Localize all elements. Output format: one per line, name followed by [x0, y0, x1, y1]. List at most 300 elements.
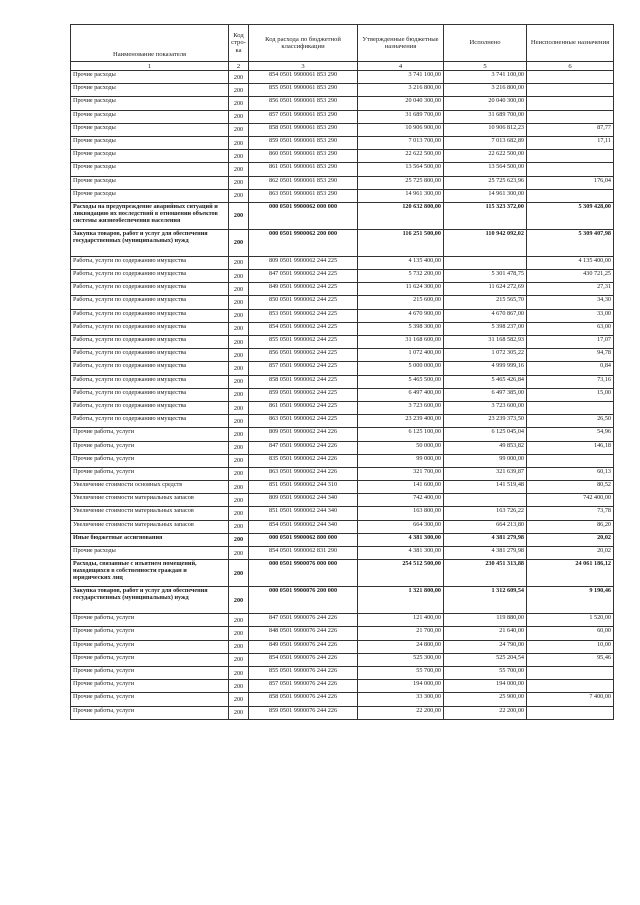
row-approved-amount: 116 251 500,00 — [358, 229, 444, 256]
row-indicator-name: Работы, услуги по содержанию имущества — [71, 362, 229, 375]
table-row — [71, 229, 614, 256]
row-expense-code: 859 0501 9900061 853 290 — [249, 136, 358, 149]
table-row — [71, 322, 614, 335]
row-expense-code: 861 0501 9900062 244 225 — [249, 401, 358, 414]
table-row — [71, 680, 614, 693]
row-executed-amount: 141 519,48 — [444, 481, 527, 494]
row-indicator-name: Прочие расходы — [71, 97, 229, 110]
row-indicator-name: Расходы на предупреждение аварийных ситуаций и ликвидацию их последствий в отношении объектов системы жизнеобеспечения населения — [71, 202, 229, 229]
row-indicator-name: Прочие расходы — [71, 110, 229, 123]
row-approved-amount: 50 000,00 — [358, 441, 444, 454]
row-indicator-name: Прочие работы, услуги — [71, 441, 229, 454]
row-executed-amount: 163 726,22 — [444, 507, 527, 520]
row-line-code: 200 — [229, 202, 249, 229]
row-executed-amount: 22 200,00 — [444, 706, 527, 719]
row-line-code: 200 — [229, 336, 249, 349]
table-row — [71, 441, 614, 454]
table-row — [71, 467, 614, 480]
row-line-code: 200 — [229, 349, 249, 362]
row-unexecuted-amount: 742 400,00 — [527, 494, 614, 507]
row-expense-code: 862 0501 9900061 853 290 — [249, 176, 358, 189]
row-expense-code: 851 0501 9900062 244 340 — [249, 507, 358, 520]
row-approved-amount: 215 600,00 — [358, 296, 444, 309]
table-row — [71, 653, 614, 666]
row-unexecuted-amount: 26,50 — [527, 415, 614, 428]
table-row — [71, 97, 614, 110]
table-row — [71, 520, 614, 533]
row-unexecuted-amount — [527, 97, 614, 110]
row-executed-amount: 321 639,87 — [444, 467, 527, 480]
row-indicator-name: Работы, услуги по содержанию имущества — [71, 415, 229, 428]
row-indicator-name: Работы, услуги по содержанию имущества — [71, 336, 229, 349]
row-expense-code: 853 0501 9900062 244 225 — [249, 309, 358, 322]
row-indicator-name: Работы, услуги по содержанию имущества — [71, 401, 229, 414]
row-unexecuted-amount: 87,77 — [527, 123, 614, 136]
row-unexecuted-amount: 146,18 — [527, 441, 614, 454]
budget-execution-table — [70, 24, 614, 720]
row-executed-amount: 230 451 313,88 — [444, 560, 527, 587]
row-indicator-name: Прочие расходы — [71, 176, 229, 189]
row-indicator-name: Увеличение стоимости материальных запасов — [71, 494, 229, 507]
row-unexecuted-amount: 7 400,00 — [527, 693, 614, 706]
row-approved-amount: 22 622 500,00 — [358, 150, 444, 163]
row-unexecuted-amount — [527, 150, 614, 163]
row-approved-amount: 664 300,00 — [358, 520, 444, 533]
row-indicator-name: Прочие работы, услуги — [71, 640, 229, 653]
row-expense-code: 863 0501 9900062 244 226 — [249, 467, 358, 480]
row-line-code: 200 — [229, 401, 249, 414]
row-indicator-name: Увеличение стоимости материальных запасов — [71, 507, 229, 520]
row-line-code: 200 — [229, 680, 249, 693]
row-approved-amount: 141 600,00 — [358, 481, 444, 494]
row-indicator-name: Прочие работы, услуги — [71, 454, 229, 467]
row-line-code: 200 — [229, 163, 249, 176]
row-indicator-name: Работы, услуги по содержанию имущества — [71, 283, 229, 296]
row-line-code: 200 — [229, 229, 249, 256]
row-executed-amount: 664 213,80 — [444, 520, 527, 533]
table-row — [71, 84, 614, 97]
table-row — [71, 388, 614, 401]
row-expense-code: 809 0501 9900062 244 225 — [249, 256, 358, 269]
row-unexecuted-amount — [527, 680, 614, 693]
row-executed-amount: 5 465 426,84 — [444, 375, 527, 388]
row-line-code: 200 — [229, 640, 249, 653]
row-executed-amount: 10 906 812,23 — [444, 123, 527, 136]
row-indicator-name: Расходы, связанные с изъятием помещений, находящихся в собственности граждан и юридических лиц — [71, 560, 229, 587]
row-indicator-name: Прочие работы, услуги — [71, 467, 229, 480]
row-expense-code: 855 0501 9900061 853 290 — [249, 84, 358, 97]
row-approved-amount: 14 961 300,00 — [358, 189, 444, 202]
row-unexecuted-amount: 9 190,46 — [527, 587, 614, 614]
table-row — [71, 706, 614, 719]
row-approved-amount: 13 564 500,00 — [358, 163, 444, 176]
column-number: 4 — [358, 62, 444, 71]
row-indicator-name: Иные бюджетные ассигнования — [71, 533, 229, 546]
row-executed-amount: 25 900,00 — [444, 693, 527, 706]
row-expense-code: 855 0501 9900076 244 226 — [249, 666, 358, 679]
row-executed-amount: 4 999 999,16 — [444, 362, 527, 375]
row-indicator-name: Прочие расходы — [71, 547, 229, 560]
row-approved-amount: 99 000,00 — [358, 454, 444, 467]
row-approved-amount: 742 400,00 — [358, 494, 444, 507]
row-executed-amount: 3 741 100,00 — [444, 71, 527, 84]
row-executed-amount: 3 723 600,00 — [444, 401, 527, 414]
row-line-code: 200 — [229, 150, 249, 163]
table-row — [71, 560, 614, 587]
row-indicator-name: Прочие расходы — [71, 136, 229, 149]
row-indicator-name: Работы, услуги по содержанию имущества — [71, 256, 229, 269]
row-expense-code: 000 0501 9900076 200 000 — [249, 587, 358, 614]
row-indicator-name: Прочие расходы — [71, 150, 229, 163]
table-row — [71, 71, 614, 84]
row-unexecuted-amount — [527, 71, 614, 84]
row-approved-amount: 6 125 100,00 — [358, 428, 444, 441]
row-executed-amount: 6 125 045,04 — [444, 428, 527, 441]
row-approved-amount: 1 072 400,00 — [358, 349, 444, 362]
row-unexecuted-amount: 20,02 — [527, 547, 614, 560]
row-approved-amount: 31 168 600,00 — [358, 336, 444, 349]
row-line-code: 200 — [229, 693, 249, 706]
row-executed-amount: 5 398 237,00 — [444, 322, 527, 335]
row-unexecuted-amount: 60,13 — [527, 467, 614, 480]
row-indicator-name: Закупка товаров, работ и услуг для обеспечения государственных (муниципальных) нужд — [71, 587, 229, 614]
table-row — [71, 614, 614, 627]
row-unexecuted-amount: 0,84 — [527, 362, 614, 375]
row-unexecuted-amount — [527, 706, 614, 719]
row-executed-amount: 20 040 300,00 — [444, 97, 527, 110]
row-indicator-name: Прочие работы, услуги — [71, 693, 229, 706]
row-approved-amount: 11 624 300,00 — [358, 283, 444, 296]
row-expense-code: 854 0501 9900062 244 340 — [249, 520, 358, 533]
row-line-code: 200 — [229, 296, 249, 309]
row-executed-amount: 11 624 272,69 — [444, 283, 527, 296]
row-executed-amount: 31 168 582,93 — [444, 336, 527, 349]
row-unexecuted-amount: 15,00 — [527, 388, 614, 401]
header-executed: Исполнено — [444, 25, 527, 62]
row-approved-amount: 120 632 800,00 — [358, 202, 444, 229]
row-expense-code: 856 0501 9900062 244 225 — [249, 349, 358, 362]
row-indicator-name: Закупка товаров, работ и услуг для обеспечения государственных (муниципальных) нужд — [71, 229, 229, 256]
row-unexecuted-amount: 60,00 — [527, 627, 614, 640]
row-line-code: 200 — [229, 533, 249, 546]
header-indicator-name: Наименование показателя — [71, 25, 229, 62]
table-row — [71, 533, 614, 546]
row-expense-code: 857 0501 9900062 244 225 — [249, 362, 358, 375]
table-row — [71, 349, 614, 362]
row-indicator-name: Увеличение стоимости материальных запасов — [71, 520, 229, 533]
row-line-code: 200 — [229, 97, 249, 110]
row-expense-code: 849 0501 9900076 244 226 — [249, 640, 358, 653]
row-approved-amount: 33 300,00 — [358, 693, 444, 706]
row-approved-amount: 22 200,00 — [358, 706, 444, 719]
row-executed-amount: 7 013 682,89 — [444, 136, 527, 149]
row-approved-amount: 321 700,00 — [358, 467, 444, 480]
row-line-code: 200 — [229, 507, 249, 520]
table-row — [71, 507, 614, 520]
row-approved-amount: 121 400,00 — [358, 614, 444, 627]
row-indicator-name: Прочие расходы — [71, 163, 229, 176]
column-number: 3 — [249, 62, 358, 71]
table-row — [71, 693, 614, 706]
table-row — [71, 547, 614, 560]
row-expense-code: 854 0501 9900061 853 290 — [249, 71, 358, 84]
table-row — [71, 189, 614, 202]
table-row — [71, 627, 614, 640]
row-line-code: 200 — [229, 256, 249, 269]
row-line-code: 200 — [229, 136, 249, 149]
row-unexecuted-amount: 176,04 — [527, 176, 614, 189]
row-unexecuted-amount: 73,16 — [527, 375, 614, 388]
row-expense-code: 809 0501 9900062 244 226 — [249, 428, 358, 441]
row-indicator-name: Прочие работы, услуги — [71, 614, 229, 627]
row-expense-code: 855 0501 9900062 244 225 — [249, 336, 358, 349]
row-approved-amount: 23 239 400,00 — [358, 415, 444, 428]
row-executed-amount: 22 622 500,00 — [444, 150, 527, 163]
row-expense-code: 863 0501 9900062 244 225 — [249, 415, 358, 428]
row-indicator-name: Увеличение стоимости основных средств — [71, 481, 229, 494]
row-line-code: 200 — [229, 71, 249, 84]
row-approved-amount: 5 000 000,00 — [358, 362, 444, 375]
row-indicator-name: Работы, услуги по содержанию имущества — [71, 309, 229, 322]
row-expense-code: 854 0501 9900062 831 290 — [249, 547, 358, 560]
row-line-code: 200 — [229, 481, 249, 494]
row-expense-code: 847 0501 9900062 244 226 — [249, 441, 358, 454]
row-unexecuted-amount: 34,30 — [527, 296, 614, 309]
row-unexecuted-amount: 10,00 — [527, 640, 614, 653]
row-expense-code: 847 0501 9900076 244 226 — [249, 614, 358, 627]
row-unexecuted-amount: 20,02 — [527, 533, 614, 546]
table-row — [71, 415, 614, 428]
row-line-code: 200 — [229, 110, 249, 123]
row-line-code: 200 — [229, 494, 249, 507]
row-expense-code: 854 0501 9900076 244 226 — [249, 653, 358, 666]
row-executed-amount: 25 725 623,96 — [444, 176, 527, 189]
row-executed-amount: 13 564 500,00 — [444, 163, 527, 176]
row-line-code: 200 — [229, 441, 249, 454]
row-approved-amount: 5 398 300,00 — [358, 322, 444, 335]
row-line-code: 200 — [229, 627, 249, 640]
row-executed-amount: 6 497 385,00 — [444, 388, 527, 401]
table-row — [71, 150, 614, 163]
row-unexecuted-amount — [527, 110, 614, 123]
row-line-code: 200 — [229, 467, 249, 480]
row-line-code: 200 — [229, 309, 249, 322]
row-executed-amount: 21 640,00 — [444, 627, 527, 640]
row-executed-amount: 24 790,00 — [444, 640, 527, 653]
table-row — [71, 283, 614, 296]
table-row — [71, 454, 614, 467]
row-approved-amount: 4 381 300,00 — [358, 533, 444, 546]
table-row — [71, 375, 614, 388]
table-row — [71, 136, 614, 149]
row-line-code: 200 — [229, 614, 249, 627]
row-indicator-name: Работы, услуги по содержанию имущества — [71, 322, 229, 335]
row-unexecuted-amount: 5 309 407,98 — [527, 229, 614, 256]
row-executed-amount: 4 381 279,98 — [444, 533, 527, 546]
row-expense-code: 848 0501 9900076 244 226 — [249, 627, 358, 640]
header-row — [71, 25, 614, 62]
row-expense-code: 850 0501 9900062 244 225 — [249, 296, 358, 309]
table-row — [71, 176, 614, 189]
row-approved-amount: 3 741 100,00 — [358, 71, 444, 84]
row-expense-code: 835 0501 9900062 244 226 — [249, 454, 358, 467]
row-executed-amount: 110 942 092,02 — [444, 229, 527, 256]
row-expense-code: 859 0501 9900076 244 226 — [249, 706, 358, 719]
row-executed-amount: 119 880,00 — [444, 614, 527, 627]
row-executed-amount: 55 700,00 — [444, 666, 527, 679]
row-indicator-name: Работы, услуги по содержанию имущества — [71, 388, 229, 401]
row-line-code: 200 — [229, 362, 249, 375]
row-line-code: 200 — [229, 322, 249, 335]
table-row — [71, 123, 614, 136]
row-approved-amount: 55 700,00 — [358, 666, 444, 679]
row-unexecuted-amount: 73,78 — [527, 507, 614, 520]
row-approved-amount: 25 725 800,00 — [358, 176, 444, 189]
column-number: 6 — [527, 62, 614, 71]
row-approved-amount: 4 135 400,00 — [358, 256, 444, 269]
row-expense-code: 000 0501 9900076 000 000 — [249, 560, 358, 587]
row-approved-amount: 6 497 400,00 — [358, 388, 444, 401]
table-row — [71, 401, 614, 414]
row-expense-code: 851 0501 9900062 244 310 — [249, 481, 358, 494]
header-line-code: Код стро-ка — [229, 25, 249, 62]
row-approved-amount: 3 216 800,00 — [358, 84, 444, 97]
row-indicator-name: Прочие работы, услуги — [71, 680, 229, 693]
header-unexecuted: Неисполненные назначения — [527, 25, 614, 62]
row-executed-amount: 3 216 800,00 — [444, 84, 527, 97]
row-executed-amount: 4 670 867,00 — [444, 309, 527, 322]
table-row — [71, 270, 614, 283]
row-expense-code: 858 0501 9900076 244 226 — [249, 693, 358, 706]
row-unexecuted-amount — [527, 666, 614, 679]
column-number-row — [71, 62, 614, 71]
row-indicator-name: Прочие расходы — [71, 189, 229, 202]
row-unexecuted-amount: 27,31 — [527, 283, 614, 296]
row-indicator-name: Работы, услуги по содержанию имущества — [71, 270, 229, 283]
row-unexecuted-amount: 80,52 — [527, 481, 614, 494]
row-line-code: 200 — [229, 84, 249, 97]
row-line-code: 200 — [229, 189, 249, 202]
row-indicator-name: Работы, услуги по содержанию имущества — [71, 296, 229, 309]
row-executed-amount: 23 239 373,50 — [444, 415, 527, 428]
row-indicator-name: Прочие расходы — [71, 84, 229, 97]
row-indicator-name: Прочие расходы — [71, 71, 229, 84]
row-executed-amount: 194 000,00 — [444, 680, 527, 693]
row-unexecuted-amount: 430 721,25 — [527, 270, 614, 283]
table-row — [71, 309, 614, 322]
column-number: 5 — [444, 62, 527, 71]
row-expense-code: 857 0501 9900076 244 226 — [249, 680, 358, 693]
row-line-code: 200 — [229, 283, 249, 296]
row-unexecuted-amount: 95,46 — [527, 653, 614, 666]
row-indicator-name: Прочие работы, услуги — [71, 428, 229, 441]
row-expense-code: 809 0501 9900062 244 340 — [249, 494, 358, 507]
row-approved-amount: 20 040 300,00 — [358, 97, 444, 110]
row-line-code: 200 — [229, 428, 249, 441]
row-unexecuted-amount — [527, 84, 614, 97]
row-approved-amount: 194 000,00 — [358, 680, 444, 693]
row-executed-amount: 49 853,82 — [444, 441, 527, 454]
row-line-code: 200 — [229, 666, 249, 679]
table-row — [71, 481, 614, 494]
row-indicator-name: Работы, услуги по содержанию имущества — [71, 349, 229, 362]
row-expense-code: 000 0501 9900062 200 000 — [249, 229, 358, 256]
row-line-code: 200 — [229, 375, 249, 388]
row-expense-code: 858 0501 9900062 244 225 — [249, 375, 358, 388]
row-expense-code: 000 0501 9900062 800 000 — [249, 533, 358, 546]
row-expense-code: 857 0501 9900061 853 290 — [249, 110, 358, 123]
row-line-code: 200 — [229, 123, 249, 136]
table-row — [71, 640, 614, 653]
row-approved-amount: 21 700,00 — [358, 627, 444, 640]
row-unexecuted-amount: 94,78 — [527, 349, 614, 362]
row-approved-amount: 4 670 900,00 — [358, 309, 444, 322]
row-executed-amount: 99 000,00 — [444, 454, 527, 467]
row-line-code: 200 — [229, 270, 249, 283]
table-row — [71, 256, 614, 269]
row-approved-amount: 7 013 700,00 — [358, 136, 444, 149]
row-unexecuted-amount — [527, 454, 614, 467]
row-line-code: 200 — [229, 653, 249, 666]
row-indicator-name: Прочие расходы — [71, 123, 229, 136]
row-unexecuted-amount: 4 135 400,00 — [527, 256, 614, 269]
row-approved-amount: 525 300,00 — [358, 653, 444, 666]
row-expense-code: 861 0501 9900061 853 290 — [249, 163, 358, 176]
row-unexecuted-amount — [527, 401, 614, 414]
table-row — [71, 336, 614, 349]
row-unexecuted-amount: 17,11 — [527, 136, 614, 149]
budget-report-sheet — [70, 24, 613, 720]
row-executed-amount: 115 323 372,00 — [444, 202, 527, 229]
row-approved-amount: 1 321 800,00 — [358, 587, 444, 614]
header-expense-code: Код расхода по бюджетной классификации — [249, 25, 358, 62]
row-executed-amount: 31 689 700,00 — [444, 110, 527, 123]
row-unexecuted-amount: 86,20 — [527, 520, 614, 533]
row-unexecuted-amount: 54,96 — [527, 428, 614, 441]
row-line-code: 200 — [229, 520, 249, 533]
row-executed-amount: 215 565,70 — [444, 296, 527, 309]
row-expense-code: 860 0501 9900061 853 290 — [249, 150, 358, 163]
row-executed-amount: 1 312 609,54 — [444, 587, 527, 614]
row-indicator-name: Прочие работы, услуги — [71, 706, 229, 719]
table-row — [71, 163, 614, 176]
row-expense-code: 854 0501 9900062 244 225 — [249, 322, 358, 335]
row-line-code: 200 — [229, 547, 249, 560]
row-executed-amount: 4 381 279,98 — [444, 547, 527, 560]
row-executed-amount: 1 072 305,22 — [444, 349, 527, 362]
row-approved-amount: 163 800,00 — [358, 507, 444, 520]
row-expense-code: 849 0501 9900062 244 225 — [249, 283, 358, 296]
table-row — [71, 296, 614, 309]
column-number: 2 — [229, 62, 249, 71]
row-indicator-name: Прочие работы, услуги — [71, 666, 229, 679]
row-line-code: 200 — [229, 560, 249, 587]
row-line-code: 200 — [229, 176, 249, 189]
row-approved-amount: 4 381 300,00 — [358, 547, 444, 560]
table-row — [71, 494, 614, 507]
row-executed-amount — [444, 494, 527, 507]
row-approved-amount: 5 732 200,00 — [358, 270, 444, 283]
row-line-code: 200 — [229, 454, 249, 467]
row-expense-code: 859 0501 9900062 244 225 — [249, 388, 358, 401]
row-indicator-name: Прочие работы, услуги — [71, 627, 229, 640]
row-unexecuted-amount: 5 309 428,00 — [527, 202, 614, 229]
table-row — [71, 666, 614, 679]
row-approved-amount: 254 512 500,00 — [358, 560, 444, 587]
row-line-code: 200 — [229, 706, 249, 719]
row-unexecuted-amount: 33,00 — [527, 309, 614, 322]
table-row — [71, 202, 614, 229]
